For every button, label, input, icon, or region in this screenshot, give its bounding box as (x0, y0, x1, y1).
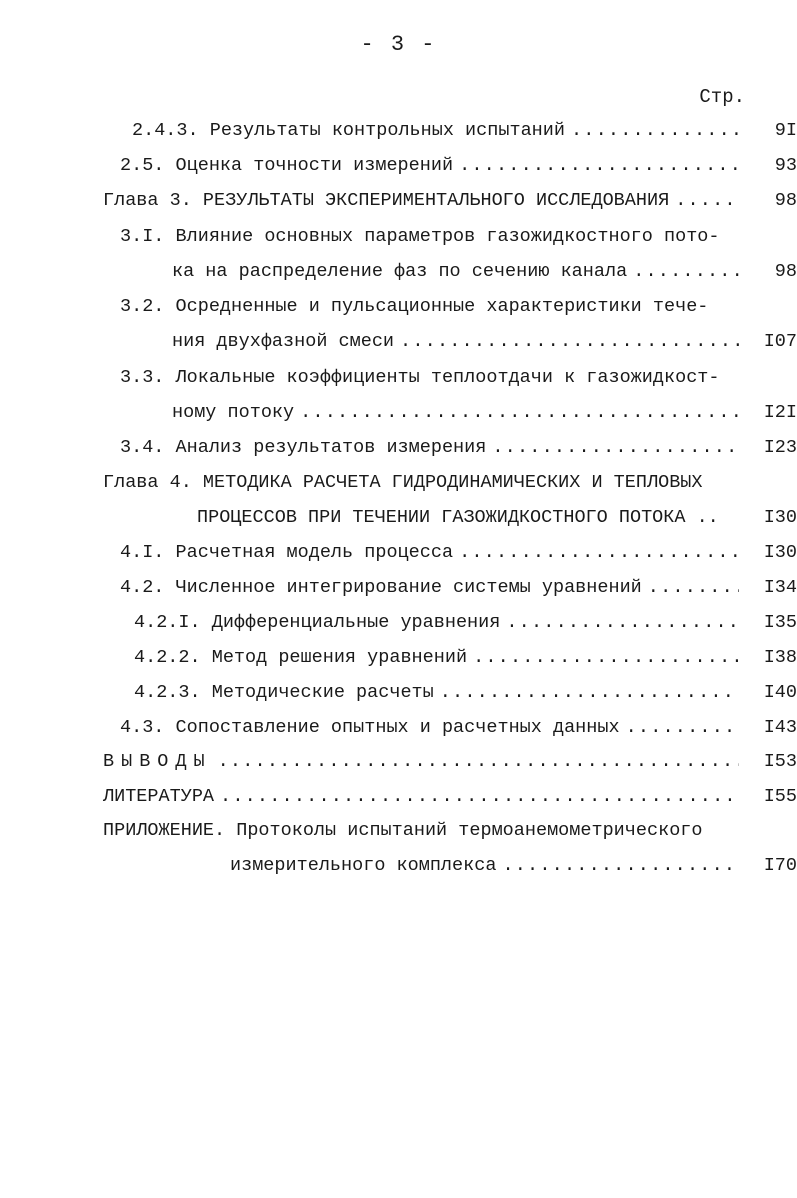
toc-entry-page: I35 (763, 612, 797, 633)
page-column-header: Стр. (699, 86, 745, 108)
toc-entry-text: ка на распределение фаз по сечению канала (172, 261, 628, 282)
toc-entry (172, 257, 797, 287)
toc-entry-page: I30 (763, 507, 797, 528)
toc-entry-page: 93 (774, 155, 797, 176)
toc-leader-dots (506, 608, 739, 638)
toc-entry (120, 538, 797, 568)
toc-entry (132, 116, 797, 146)
toc-leader-dots (675, 186, 739, 216)
toc-entry-page: 98 (774, 261, 797, 282)
toc-entry-text: Глава 4. МЕТОДИКА РАСЧЕТА ГИДРОДИНАМИЧЕСКИХ И ТЕПЛОВЫХ (103, 472, 703, 493)
toc-entry-text: 2.5. Оценка точности измерений (120, 155, 454, 176)
toc-entry-text: 3.4. Анализ результатов измерения (120, 437, 487, 458)
toc-entry-text: ному потоку (172, 402, 295, 423)
toc-entry (197, 503, 797, 533)
toc-entry (120, 292, 708, 322)
toc-entry-text: 4.2.3. Методические расчеты (134, 682, 434, 703)
toc-entry-text: ния двухфазной смеси (172, 331, 395, 352)
toc-leader-dots (459, 151, 739, 181)
toc-leader-dots (440, 678, 739, 708)
toc-entry (172, 398, 797, 428)
toc-entry-text: 3.2. Осредненные и пульсационные характеристики тече- (120, 296, 709, 317)
toc-leader-dots (300, 398, 739, 428)
toc-entry-page: I07 (763, 331, 797, 352)
toc-entry (120, 713, 797, 743)
toc-entry-page: I30 (763, 542, 797, 563)
toc-entry-text: 4.2.2. Метод решения уравнений (134, 647, 468, 668)
toc-entry-page: I40 (763, 682, 797, 703)
toc-entry (103, 816, 703, 846)
toc-leader-dots (648, 573, 739, 603)
toc-leader-dots (502, 851, 739, 881)
toc-entry (103, 468, 703, 498)
toc-entry-page: I70 (763, 855, 797, 876)
toc-entry-page: 9I (774, 120, 797, 141)
toc-leader-dots (220, 782, 739, 812)
toc-entry (103, 747, 797, 777)
toc-entry (120, 363, 720, 393)
toc-entry (120, 151, 797, 181)
toc-entry-text: 3.I. Влияние основных параметров газожидкостного пото- (120, 226, 720, 247)
toc-entry-text: 2.4.3. Результаты контрольных испытаний (132, 120, 565, 141)
toc-entry (120, 573, 797, 603)
toc-leader-dots (473, 643, 739, 673)
toc-entry-text: 4.2. Численное интегрирование системы уравнений (120, 577, 642, 598)
toc-entry-page: I34 (763, 577, 797, 598)
toc-entry-page: I53 (763, 751, 797, 772)
toc-entry-text: ПРИЛОЖЕНИЕ. Протоколы испытаний термоанемометрического (103, 820, 703, 841)
toc-entry (134, 643, 797, 673)
toc-leader-dots (633, 257, 739, 287)
toc-entry-text: ПРОЦЕССОВ ПРИ ТЕЧЕНИИ ГАЗОЖИДКОСТНОГО ПОТОКА .. (197, 507, 719, 528)
toc-entry (103, 186, 797, 216)
toc-entry-text: ВЫВОДЫ (103, 751, 212, 772)
toc-entry-text: ЛИТЕРАТУРА (103, 786, 215, 807)
toc-leader-dots (400, 327, 739, 357)
toc-entry-text: 4.2.I. Дифференциальные уравнения (134, 612, 501, 633)
toc-entry (172, 327, 797, 357)
toc-entry-page: I38 (763, 647, 797, 668)
page-number: - 3 - (360, 32, 437, 57)
toc-entry-page: 98 (774, 190, 797, 211)
toc-entry-page: I55 (763, 786, 797, 807)
toc-entry (120, 433, 797, 463)
toc-entry (134, 608, 797, 638)
toc-entry-page: I43 (763, 717, 797, 738)
toc-entry-text: измерительного комплекса (230, 855, 497, 876)
toc-entry-text: Глава 3. РЕЗУЛЬТАТЫ ЭКСПЕРИМЕНТАЛЬНОГО ИССЛЕДОВАНИЯ (103, 190, 670, 211)
toc-leader-dots (626, 713, 739, 743)
toc-entry (134, 678, 797, 708)
toc-leader-dots (218, 747, 739, 777)
toc-entry-page: I23 (763, 437, 797, 458)
toc-entry (120, 222, 720, 252)
toc-entry-text: 3.3. Локальные коэффициенты теплоотдачи к газожидкост- (120, 367, 720, 388)
toc-entry-text: 4.I. Расчетная модель процесса (120, 542, 454, 563)
toc-leader-dots (492, 433, 739, 463)
toc-entry (103, 782, 797, 812)
toc-entry-text: 4.3. Сопоставление опытных и расчетных данных (120, 717, 620, 738)
toc-leader-dots (571, 116, 739, 146)
toc-entry-page: I2I (763, 402, 797, 423)
toc-entry (230, 851, 797, 881)
toc-leader-dots (459, 538, 739, 568)
